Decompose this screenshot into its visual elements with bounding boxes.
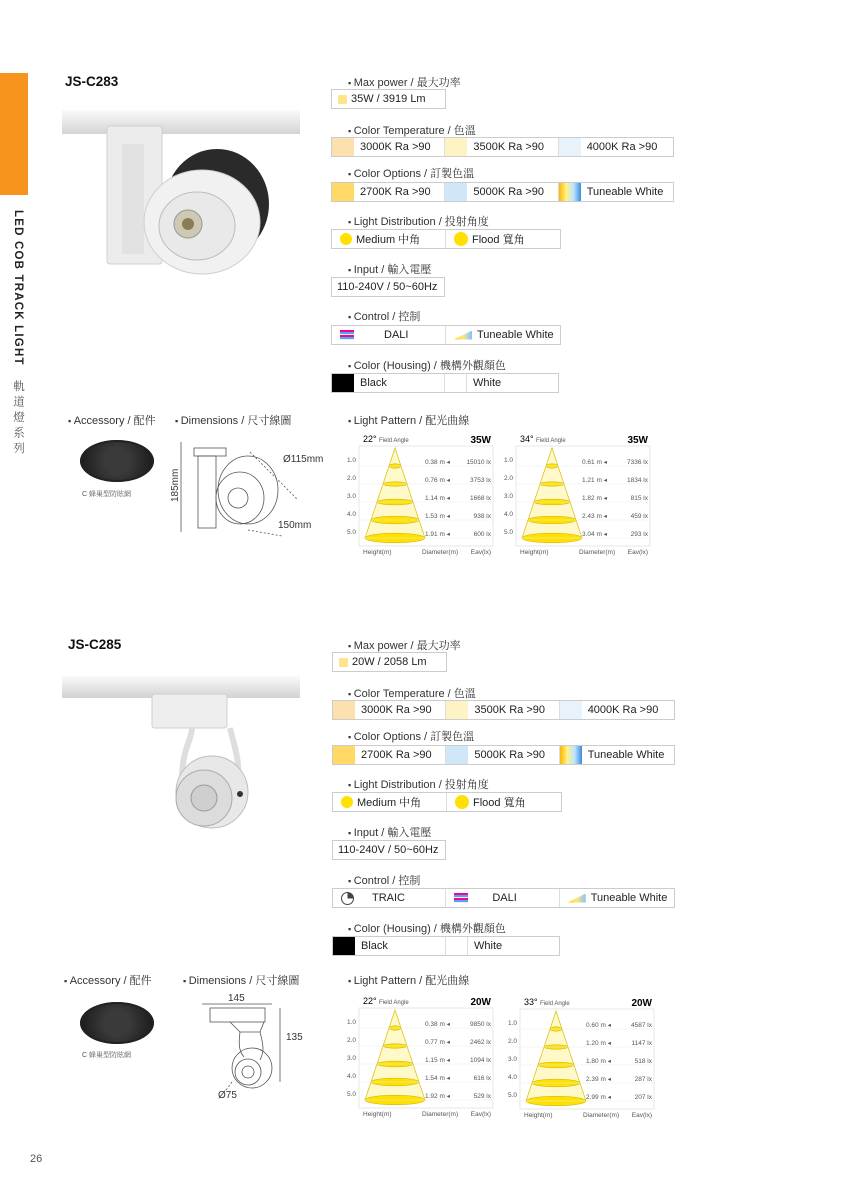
field-angle-label: Field Angle: [540, 1001, 570, 1007]
input-value: 110-240V / 50~60Hz: [338, 844, 439, 856]
page-number: 26: [30, 1153, 43, 1165]
lux-value: 1094 lx: [470, 1057, 491, 1064]
accessory-header: ▪ Accessory / 配件: [68, 412, 156, 428]
field-angle-value: 22°: [363, 996, 377, 1006]
x-label-eav: Eav(lx): [631, 1112, 652, 1119]
max-power-header: ▪ Max power / 最大功率: [348, 637, 461, 653]
x-label-eav: Eav(lx): [627, 549, 648, 556]
diameter-value: 1.82 m ◂: [582, 495, 607, 502]
wattage-label: 20W: [470, 997, 491, 1008]
co-option: 2700K Ra >90: [360, 186, 431, 198]
lux-value: 1834 lx: [627, 477, 648, 484]
field-angle-label: Field Angle: [379, 1000, 409, 1006]
dim-label-depth: 150mm: [278, 520, 312, 531]
accessory-label: C 蜂巢型防眩網: [82, 1052, 131, 1059]
dimension-drawing: [200, 1002, 300, 1097]
co-option: 5000K Ra >90: [474, 749, 545, 761]
bulb-icon: [338, 95, 347, 104]
lux-value: 293 lx: [630, 531, 648, 538]
tuneable-white-icon: [454, 331, 472, 340]
height-tick: 5.0: [347, 529, 357, 536]
height-tick: 4.0: [347, 1073, 357, 1080]
color-options-header: ▪ Color Options / 訂製色溫: [348, 165, 474, 181]
diameter-value: 1.14 m ◂: [425, 495, 450, 502]
light-cone-svg: [502, 430, 652, 558]
height-tick: 5.0: [508, 1092, 518, 1099]
control-option: Tuneable White: [477, 329, 554, 341]
color-options-row: [331, 182, 674, 202]
x-label-height: Height(m): [524, 1112, 553, 1119]
x-label-diameter: Diameter(m): [422, 549, 459, 556]
accessory-label: C 蜂巢型防眩網: [82, 491, 131, 498]
diameter-value: 1.20 m ◂: [586, 1040, 611, 1047]
field-angle-value: 33°: [524, 997, 538, 1007]
light-cone: [365, 448, 425, 538]
lux-value: 815 lx: [630, 495, 648, 502]
dimmer-icon: [341, 892, 354, 905]
light-distribution-row: [332, 792, 562, 812]
input-row: [332, 840, 446, 860]
height-tick: 4.0: [504, 511, 514, 518]
accessory-header: ▪ Accessory / 配件: [64, 972, 152, 988]
height-tick: 4.0: [347, 511, 357, 518]
section-title-en: LED COB TRACK LIGHT: [12, 210, 24, 366]
ld-option: Medium 中角: [357, 797, 422, 809]
height-tick: 1.0: [347, 457, 357, 464]
ct-option: 3000K Ra >90: [360, 141, 431, 153]
diameter-value: 0.38 m ◂: [425, 1021, 450, 1028]
diameter-value: 1.21 m ◂: [582, 477, 607, 484]
control-row: [332, 888, 675, 908]
max-power-row: [331, 89, 446, 109]
housing-header: ▪ Color (Housing) / 機構外觀顏色: [348, 920, 506, 936]
color-temperature-header: ▪ Color Temperature / 色溫: [348, 122, 476, 138]
input-header: ▪ Input / 輸入電壓: [348, 261, 431, 277]
diameter-value: 0.60 m ◂: [586, 1022, 611, 1029]
section-title-cn: 軌道燈系列: [12, 380, 24, 458]
dim-label-height: 135: [286, 1032, 303, 1043]
light-cone-svg: [506, 993, 656, 1121]
lux-value: 1147 lx: [631, 1040, 652, 1047]
height-tick: 3.0: [347, 493, 357, 500]
light-cone: [526, 1011, 586, 1101]
height-tick: 5.0: [347, 1091, 357, 1098]
wattage-label: 35W: [627, 435, 648, 446]
dim-label-diameter: Ø75: [218, 1090, 237, 1101]
dali-icon: [454, 893, 468, 903]
diameter-value: 1.54 m ◂: [425, 1075, 450, 1082]
height-tick: 3.0: [347, 1055, 357, 1062]
dimensions-header: ▪ Dimensions / 尺寸線圖: [175, 412, 291, 428]
ct-option: 3500K Ra >90: [473, 141, 544, 153]
lux-value: 600 lx: [473, 531, 491, 538]
light-cone: [365, 1010, 425, 1100]
ct-option: 4000K Ra >90: [587, 704, 659, 716]
height-tick: 1.0: [504, 457, 514, 464]
light-pattern-chart: [345, 430, 495, 558]
diameter-value: 0.38 m ◂: [425, 459, 450, 466]
diameter-value: 2.99 m ◂: [586, 1094, 611, 1101]
diameter-value: 2.43 m ◂: [582, 513, 607, 520]
dimensions-header: ▪ Dimensions / 尺寸線圖: [183, 972, 299, 988]
ld-option: Flood 寬角: [473, 797, 526, 809]
diameter-value: 0.61 m ◂: [582, 459, 607, 466]
light-pattern-chart: [345, 992, 495, 1120]
honeycomb-louver-image: [80, 440, 154, 482]
diameter-value: 1.80 m ◂: [586, 1058, 611, 1065]
lux-value: 616 lx: [473, 1075, 491, 1082]
diameter-value: 1.92 m ◂: [425, 1093, 450, 1100]
control-header: ▪ Control / 控制: [348, 872, 420, 888]
light-distribution-row: [331, 229, 561, 249]
lux-value: 15010 lx: [466, 459, 491, 466]
product-photo-js-c285: [62, 670, 302, 830]
lux-value: 938 lx: [473, 513, 491, 520]
bulb-icon: [339, 658, 348, 667]
wattage-label: 20W: [631, 998, 652, 1009]
co-option: Tuneable White: [586, 186, 664, 198]
color-options-row: [332, 745, 675, 765]
color-temperature-header: ▪ Color Temperature / 色溫: [348, 685, 476, 701]
diameter-value: 1.91 m ◂: [425, 531, 450, 538]
input-row: [331, 277, 445, 297]
light-pattern-header: ▪ Light Pattern / 配光曲線: [348, 412, 469, 428]
light-pattern-chart: [502, 430, 652, 558]
co-option: 2700K Ra >90: [361, 749, 432, 761]
light-distribution-header: ▪ Light Distribution / 投射角度: [348, 776, 489, 792]
field-angle-value: 34°: [520, 434, 534, 444]
ld-option: Flood 寬角: [472, 234, 525, 246]
orange-side-tab: [0, 73, 28, 195]
control-option: DALI: [492, 892, 517, 904]
ld-option: Medium 中角: [356, 234, 421, 246]
field-angle-label: Field Angle: [536, 438, 566, 444]
diameter-value: 3.04 m ◂: [582, 531, 607, 538]
lux-value: 287 lx: [634, 1076, 652, 1083]
x-label-eav: Eav(lx): [470, 1111, 491, 1118]
ct-option: 3500K Ra >90: [474, 704, 545, 716]
max-power-header: ▪ Max power / 最大功率: [348, 74, 461, 90]
x-label-diameter: Diameter(m): [583, 1112, 620, 1119]
honeycomb-louver-image: [80, 1002, 154, 1044]
light-cone: [522, 448, 582, 538]
product-model: JS-C285: [68, 637, 122, 652]
height-tick: 4.0: [508, 1074, 518, 1081]
light-distribution-header: ▪ Light Distribution / 投射角度: [348, 213, 489, 229]
color-temperature-row: [332, 700, 675, 720]
x-label-height: Height(m): [363, 1111, 392, 1118]
light-cone-svg: [345, 430, 495, 558]
field-angle-value: 22°: [363, 434, 377, 444]
lux-value: 9850 lx: [470, 1021, 491, 1028]
input-header: ▪ Input / 輸入電壓: [348, 824, 431, 840]
housing-option: White: [473, 377, 502, 389]
height-tick: 5.0: [504, 529, 514, 536]
housing-option: Black: [361, 940, 388, 952]
product-photo-js-c283: [62, 104, 302, 284]
control-option: DALI: [384, 329, 409, 341]
height-tick: 2.0: [508, 1038, 518, 1045]
tuneable-white-icon: [568, 894, 586, 903]
product-model: JS-C283: [65, 74, 119, 89]
max-power-value: 35W / 3919 Lm: [351, 93, 426, 105]
housing-option: Black: [360, 377, 387, 389]
diameter-value: 0.77 m ◂: [425, 1039, 450, 1046]
dim-label-height: 185mm: [170, 468, 181, 502]
color-temperature-row: [331, 137, 674, 157]
x-label-eav: Eav(lx): [470, 549, 491, 556]
housing-option: White: [474, 940, 503, 952]
control-header: ▪ Control / 控制: [348, 308, 420, 324]
x-label-diameter: Diameter(m): [422, 1111, 459, 1118]
light-pattern-chart: [506, 993, 656, 1121]
control-option: TRAIC: [372, 892, 405, 904]
height-tick: 3.0: [504, 493, 514, 500]
input-value: 110-240V / 50~60Hz: [337, 281, 438, 293]
height-tick: 2.0: [347, 475, 357, 482]
dim-label-width: 145: [228, 993, 245, 1004]
ct-option: 4000K Ra >90: [586, 141, 658, 153]
lux-value: 207 lx: [634, 1094, 652, 1101]
diameter-value: 1.15 m ◂: [425, 1057, 450, 1064]
flood-beam-icon: [455, 795, 469, 809]
height-tick: 3.0: [508, 1056, 518, 1063]
height-tick: 2.0: [504, 475, 514, 482]
housing-row: [331, 373, 559, 393]
light-cone-svg: [345, 992, 495, 1120]
flood-beam-icon: [454, 232, 468, 246]
height-tick: 1.0: [508, 1020, 518, 1027]
height-tick: 2.0: [347, 1037, 357, 1044]
lux-value: 1668 lx: [470, 495, 491, 502]
diameter-value: 2.39 m ◂: [586, 1076, 611, 1083]
control-option: Tuneable White: [590, 892, 668, 904]
housing-header: ▪ Color (Housing) / 機構外觀顏色: [348, 357, 506, 373]
x-label-height: Height(m): [363, 549, 392, 556]
dali-icon: [340, 330, 354, 340]
x-label-height: Height(m): [520, 549, 549, 556]
wattage-label: 35W: [470, 435, 491, 446]
x-label-diameter: Diameter(m): [579, 549, 616, 556]
lux-value: 2462 lx: [470, 1039, 491, 1046]
co-option: Tuneable White: [587, 749, 665, 761]
max-power-row: [332, 652, 447, 672]
housing-row: [332, 936, 560, 956]
dim-label-diameter: Ø115mm: [283, 454, 324, 465]
diameter-value: 0.76 m ◂: [425, 477, 450, 484]
lux-value: 459 lx: [630, 513, 648, 520]
color-options-header: ▪ Color Options / 訂製色溫: [348, 728, 474, 744]
lux-value: 529 lx: [473, 1093, 491, 1100]
height-tick: 1.0: [347, 1019, 357, 1026]
vertical-section-title: [10, 210, 26, 458]
light-pattern-header: ▪ Light Pattern / 配光曲線: [348, 972, 469, 988]
control-row: [331, 325, 561, 345]
lux-value: 518 lx: [634, 1058, 652, 1065]
lux-value: 7336 lx: [627, 459, 648, 466]
co-option: 5000K Ra >90: [473, 186, 544, 198]
medium-beam-icon: [341, 796, 353, 808]
medium-beam-icon: [340, 233, 352, 245]
lux-value: 3753 lx: [470, 477, 491, 484]
field-angle-label: Field Angle: [379, 438, 409, 444]
diameter-value: 1.53 m ◂: [425, 513, 450, 520]
lux-value: 4587 lx: [631, 1022, 652, 1029]
max-power-value: 20W / 2058 Lm: [352, 656, 427, 668]
ct-option: 3000K Ra >90: [361, 704, 432, 716]
